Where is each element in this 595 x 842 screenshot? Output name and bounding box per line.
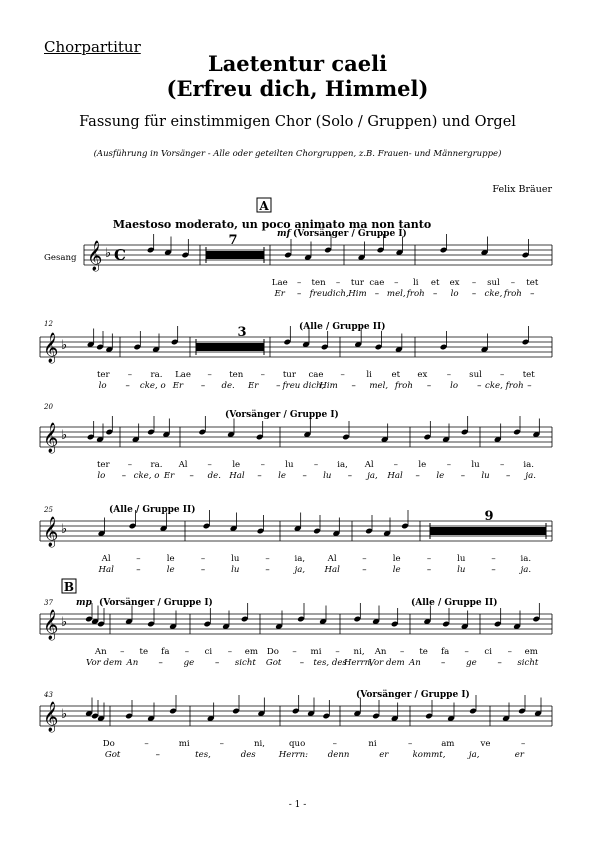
lyric-latin: ci xyxy=(204,647,213,657)
lyric-latin: li xyxy=(366,370,372,380)
lyric-latin: Al xyxy=(327,554,337,564)
lyric-latin: ra. xyxy=(150,460,163,470)
lyric-german: de. xyxy=(221,381,235,391)
lyric-latin: – xyxy=(227,647,233,657)
lyric-latin: le xyxy=(418,460,427,470)
lyric-german: – xyxy=(477,381,482,391)
lyric-german: – xyxy=(491,565,496,575)
lyric-latin: – xyxy=(394,278,399,288)
lyric-german: ja, xyxy=(468,750,480,760)
lyric-latin: cae xyxy=(369,278,385,288)
lyric-german: lu xyxy=(481,471,490,481)
lyric-german: ge xyxy=(466,658,477,668)
lyric-german: de. xyxy=(207,471,221,481)
staff-system xyxy=(40,695,552,733)
lyric-latin: ci xyxy=(484,647,492,657)
lyric-german: – xyxy=(471,289,477,299)
lyric-german: – xyxy=(362,565,367,575)
lyric-german: mel, xyxy=(386,289,406,299)
lyric-german: lo xyxy=(450,289,459,299)
page-number: - 1 - xyxy=(288,800,307,810)
lyric-latin: An xyxy=(374,647,387,657)
lyric-latin: ter xyxy=(96,460,110,470)
lyric-german: Vor dem xyxy=(368,658,405,668)
lyric-german: – xyxy=(265,565,270,575)
lyric-german: cke, xyxy=(484,289,503,299)
measure-number: 37 xyxy=(44,599,53,607)
lyric-latin: cae xyxy=(308,370,324,380)
lyric-latin: – xyxy=(499,460,505,470)
subtitle: Fassung für einstimmigen Chor (Solo / Gruppen) und Orgel xyxy=(79,114,516,130)
lyric-latin: An xyxy=(94,647,107,657)
lyric-german: – xyxy=(136,565,141,575)
lyric-latin: – xyxy=(446,370,452,380)
lyric-latin: – xyxy=(207,370,212,380)
lyric-latin: – xyxy=(510,278,516,288)
score-type-label: Chorpartitur xyxy=(44,38,141,56)
lyric-latin: – xyxy=(313,460,319,470)
lyric-latin: ten xyxy=(229,370,244,380)
lyric-german: lu xyxy=(457,565,466,575)
common-time-icon: C xyxy=(114,246,126,264)
lyric-german: froh xyxy=(503,289,522,299)
lyric-german: ja, xyxy=(294,565,306,575)
performance-note: (Ausführung in Vorsänger - Alle oder geteilten Chorgruppen, z.B. Frauen- und Männergruppe) xyxy=(93,149,502,159)
lyric-german: – xyxy=(347,471,353,481)
lyric-german: An xyxy=(126,658,139,668)
direction-s2: (Alle / Gruppe II) xyxy=(299,322,386,332)
lyric-german: kommt, xyxy=(412,750,446,760)
lyric-german: – xyxy=(257,471,262,481)
lyric-german: ja. xyxy=(520,565,532,575)
lyric-german: lo xyxy=(98,381,107,391)
lyric-latin: – xyxy=(464,647,469,657)
treble-clef-icon: 𝄞 xyxy=(43,423,59,453)
lyric-latin: em xyxy=(244,647,259,657)
lyric-german: – xyxy=(432,289,438,299)
lyric-latin: – xyxy=(184,647,190,657)
measure-number: 43 xyxy=(44,691,53,699)
lyric-german: er xyxy=(379,750,389,760)
lyric-latin: – xyxy=(446,460,452,470)
lyric-german: lu xyxy=(323,471,332,481)
rest-count: 9 xyxy=(484,509,494,524)
direction-s5a: (Vorsänger / Gruppe I) xyxy=(99,598,213,608)
lyric-latin: ni, xyxy=(353,647,365,657)
lyric-latin: le xyxy=(392,554,401,564)
lyric-latin: ex xyxy=(449,278,460,288)
lyric-latin: ia. xyxy=(520,554,532,564)
lyric-latin: ra. xyxy=(150,370,163,380)
lyric-latin: – xyxy=(260,370,265,380)
lyric-german: mel, xyxy=(369,381,389,391)
lyric-german: – xyxy=(440,658,446,668)
lyric-latin: ia, xyxy=(294,554,306,564)
lyric-latin: Lae xyxy=(175,370,192,380)
lyric-latin: – xyxy=(136,554,141,564)
lyric-latin: quo xyxy=(289,739,306,749)
lyric-german: cke, o xyxy=(139,381,166,391)
lyric-latin: – xyxy=(127,460,133,470)
lyric-german: – xyxy=(374,289,380,299)
lyric-latin: ni, xyxy=(253,739,266,749)
lyric-german: – xyxy=(530,289,535,299)
lyric-latin: Al xyxy=(101,554,111,564)
direction-s4: (Alle / Gruppe II) xyxy=(109,505,196,515)
lyric-latin: Do xyxy=(266,647,279,657)
multi-measure-rest xyxy=(430,527,546,535)
lyric-german: des xyxy=(240,750,256,760)
lyric-latin: – xyxy=(292,647,297,657)
composer: Felix Bräuer xyxy=(492,184,552,195)
lyric-german: ge xyxy=(183,658,195,668)
staff-system xyxy=(84,234,552,272)
multi-measure-rest xyxy=(206,251,264,259)
lyric-german: Him xyxy=(348,289,367,299)
lyric-latin: am xyxy=(441,739,455,749)
lyric-german: – xyxy=(426,381,432,391)
instrument-name: Gesang xyxy=(44,253,77,263)
lyric-latin: ni xyxy=(368,739,377,749)
lyric-latin: le xyxy=(166,554,175,564)
lyric-latin: li xyxy=(412,278,419,288)
lyric-german: lo xyxy=(450,381,459,391)
lyric-german: – xyxy=(276,381,281,391)
lyric-latin: – xyxy=(265,554,270,564)
multi-measure-rest xyxy=(196,343,264,351)
lyric-german: – xyxy=(415,471,420,481)
lyric-latin: te xyxy=(419,647,428,657)
treble-clef-icon: 𝄞 xyxy=(43,517,59,547)
lyric-german: – xyxy=(214,658,220,668)
lyric-latin: lu xyxy=(285,460,294,470)
treble-clef-icon: 𝄞 xyxy=(87,241,103,271)
lyric-latin: – xyxy=(340,370,345,380)
lyric-german: lu xyxy=(231,565,240,575)
lyric-latin: – xyxy=(219,739,224,749)
staff-system xyxy=(40,510,552,548)
lyric-latin: lu xyxy=(471,460,480,470)
lyric-german: freu dich, xyxy=(282,381,325,391)
lyric-german: Er xyxy=(172,381,184,391)
lyric-latin: lu xyxy=(231,554,240,564)
lyric-german: le xyxy=(278,471,287,481)
lyric-german: ja, xyxy=(367,471,378,481)
direction-s5b: (Alle / Gruppe II) xyxy=(411,598,498,608)
measure-number: 25 xyxy=(44,506,53,514)
flat-icon: ♭ xyxy=(105,246,112,261)
lyric-latin: Do xyxy=(102,739,115,749)
lyric-latin: – xyxy=(296,278,302,288)
lyric-latin: – xyxy=(471,278,477,288)
lyric-german: Got xyxy=(104,750,121,760)
lyric-german: le xyxy=(392,565,401,575)
staff-system xyxy=(40,603,552,641)
lyric-german: – xyxy=(460,471,466,481)
lyric-latin: – xyxy=(507,647,512,657)
lyric-german: er xyxy=(514,750,525,760)
staff-system xyxy=(40,326,552,364)
lyric-latin: – xyxy=(200,554,206,564)
lyric-latin: – xyxy=(408,739,413,749)
lyric-latin: ter xyxy=(96,370,110,380)
lyric-german: denn xyxy=(327,750,350,760)
lyric-latin: Lae xyxy=(271,278,288,288)
lyric-german: tes, des xyxy=(313,658,347,668)
lyric-latin: – xyxy=(426,554,432,564)
flat-icon: ♭ xyxy=(61,707,68,722)
lyric-german: – xyxy=(200,381,206,391)
flat-icon: ♭ xyxy=(61,522,68,537)
lyric-latin: ia. xyxy=(523,460,535,470)
lyric-latin: tur xyxy=(350,278,364,288)
lyric-german: Er xyxy=(248,381,259,391)
dynamic-mp: mp xyxy=(76,598,92,608)
lyric-latin: – xyxy=(362,554,367,564)
lyric-german: freu xyxy=(309,289,328,299)
lyric-german: – xyxy=(296,289,302,299)
lyric-latin: mi xyxy=(178,739,190,749)
lyric-latin: – xyxy=(120,647,125,657)
treble-clef-icon: 𝄞 xyxy=(43,333,59,363)
lyric-german: An xyxy=(409,658,421,668)
lyric-german: Er xyxy=(274,289,285,299)
flat-icon: ♭ xyxy=(61,338,68,353)
lyric-german: – xyxy=(527,381,532,391)
staff-system xyxy=(40,416,552,454)
lyric-latin: – xyxy=(260,460,265,470)
lyric-latin: – xyxy=(521,739,526,749)
flat-icon: ♭ xyxy=(61,428,68,443)
lyric-latin: fa xyxy=(440,647,450,657)
lyric-latin: tet xyxy=(526,278,539,288)
lyric-latin: – xyxy=(491,554,496,564)
flat-icon: ♭ xyxy=(61,615,68,630)
lyric-latin: mi xyxy=(310,647,322,657)
lyric-latin: et xyxy=(391,370,401,380)
tempo-marking: Maestoso moderato, un poco animato ma non tanto xyxy=(112,218,432,231)
lyric-german: – xyxy=(125,381,130,391)
lyric-german: – xyxy=(155,750,160,760)
lyric-german: – xyxy=(505,471,511,481)
lyric-german: Vor dem xyxy=(86,658,123,668)
lyric-german: Hal xyxy=(229,471,245,481)
rehearsal-mark-b: B xyxy=(63,580,75,594)
lyric-latin: – xyxy=(127,370,133,380)
lyric-german: dich, xyxy=(327,289,349,299)
direction-s1: (Vorsänger / Gruppe I) xyxy=(293,229,407,239)
lyric-german: Got xyxy=(265,658,282,668)
lyric-german: le xyxy=(436,471,445,481)
lyric-latin: – xyxy=(335,647,340,657)
lyric-latin: te xyxy=(139,647,149,657)
lyric-german: sicht xyxy=(234,658,256,668)
direction-s3: (Vorsänger / Gruppe I) xyxy=(225,410,339,420)
lyric-german: – xyxy=(121,471,127,481)
lyric-latin: tur xyxy=(282,370,296,380)
lyric-latin: tet xyxy=(522,370,535,380)
lyric-german: lo xyxy=(97,471,106,481)
dynamic-mf: mf xyxy=(277,229,291,239)
lyric-latin: Al xyxy=(364,460,374,470)
lyric-latin: le xyxy=(232,460,241,470)
lyric-german: Er xyxy=(163,471,175,481)
direction-s6: (Vorsänger / Gruppe I) xyxy=(356,690,470,700)
title-line-1: Laetentur caeli xyxy=(207,51,388,76)
lyric-latin: sul xyxy=(469,370,482,380)
lyric-german: – xyxy=(189,471,194,481)
lyric-latin: lu xyxy=(457,554,466,564)
lyric-german: sicht xyxy=(517,658,539,668)
lyric-german: Herrn, xyxy=(343,658,373,668)
lyric-latin: ten xyxy=(311,278,326,288)
lyric-german: – xyxy=(351,381,356,391)
lyric-german: Him xyxy=(319,381,338,391)
lyric-latin: – xyxy=(144,739,149,749)
lyric-german: – xyxy=(200,565,206,575)
lyric-latin: ia, xyxy=(337,460,348,470)
lyric-german: le xyxy=(166,565,175,575)
lyric-german: Hal xyxy=(387,471,403,481)
lyric-german: – xyxy=(302,471,307,481)
lyric-latin: – xyxy=(207,460,212,470)
lyric-german: froh xyxy=(406,289,425,299)
lyric-latin: – xyxy=(335,278,341,288)
measure-number: 20 xyxy=(44,403,53,411)
title-line-2: (Erfreu dich, Himmel) xyxy=(166,76,429,101)
score-marks xyxy=(43,198,497,700)
lyric-latin: ve xyxy=(480,739,491,749)
lyric-german: – xyxy=(299,658,305,668)
lyric-german: tes, xyxy=(195,750,211,760)
lyric-latin: sul xyxy=(487,278,500,288)
lyric-latin: – xyxy=(399,647,405,657)
lyric-latin: et xyxy=(430,278,440,288)
rest-count: 3 xyxy=(237,325,247,340)
lyric-latin: em xyxy=(524,647,538,657)
lyric-german: Hal xyxy=(324,565,340,575)
lyric-german: froh xyxy=(394,381,413,391)
lyric-german: – xyxy=(426,565,432,575)
rest-count: 7 xyxy=(228,233,238,248)
lyric-latin: Al xyxy=(178,460,188,470)
lyric-german: cke, froh xyxy=(485,381,524,391)
lyric-latin: – xyxy=(332,739,337,749)
lyric-german: – xyxy=(158,658,163,668)
lyric-german: cke, o xyxy=(133,471,160,481)
rehearsal-mark-a: A xyxy=(259,199,269,213)
lyric-german: – xyxy=(497,658,502,668)
lyric-german: Hal xyxy=(98,565,114,575)
lyric-german: ja. xyxy=(525,471,536,481)
lyric-latin: ex xyxy=(417,370,428,380)
lyric-german: Herrn: xyxy=(278,750,309,760)
treble-clef-icon: 𝄞 xyxy=(43,702,59,732)
measure-number: 12 xyxy=(44,320,53,328)
lyric-latin: fa xyxy=(161,647,170,657)
lyric-latin: – xyxy=(393,460,398,470)
lyric-latin: – xyxy=(499,370,505,380)
treble-clef-icon: 𝄞 xyxy=(43,610,59,640)
